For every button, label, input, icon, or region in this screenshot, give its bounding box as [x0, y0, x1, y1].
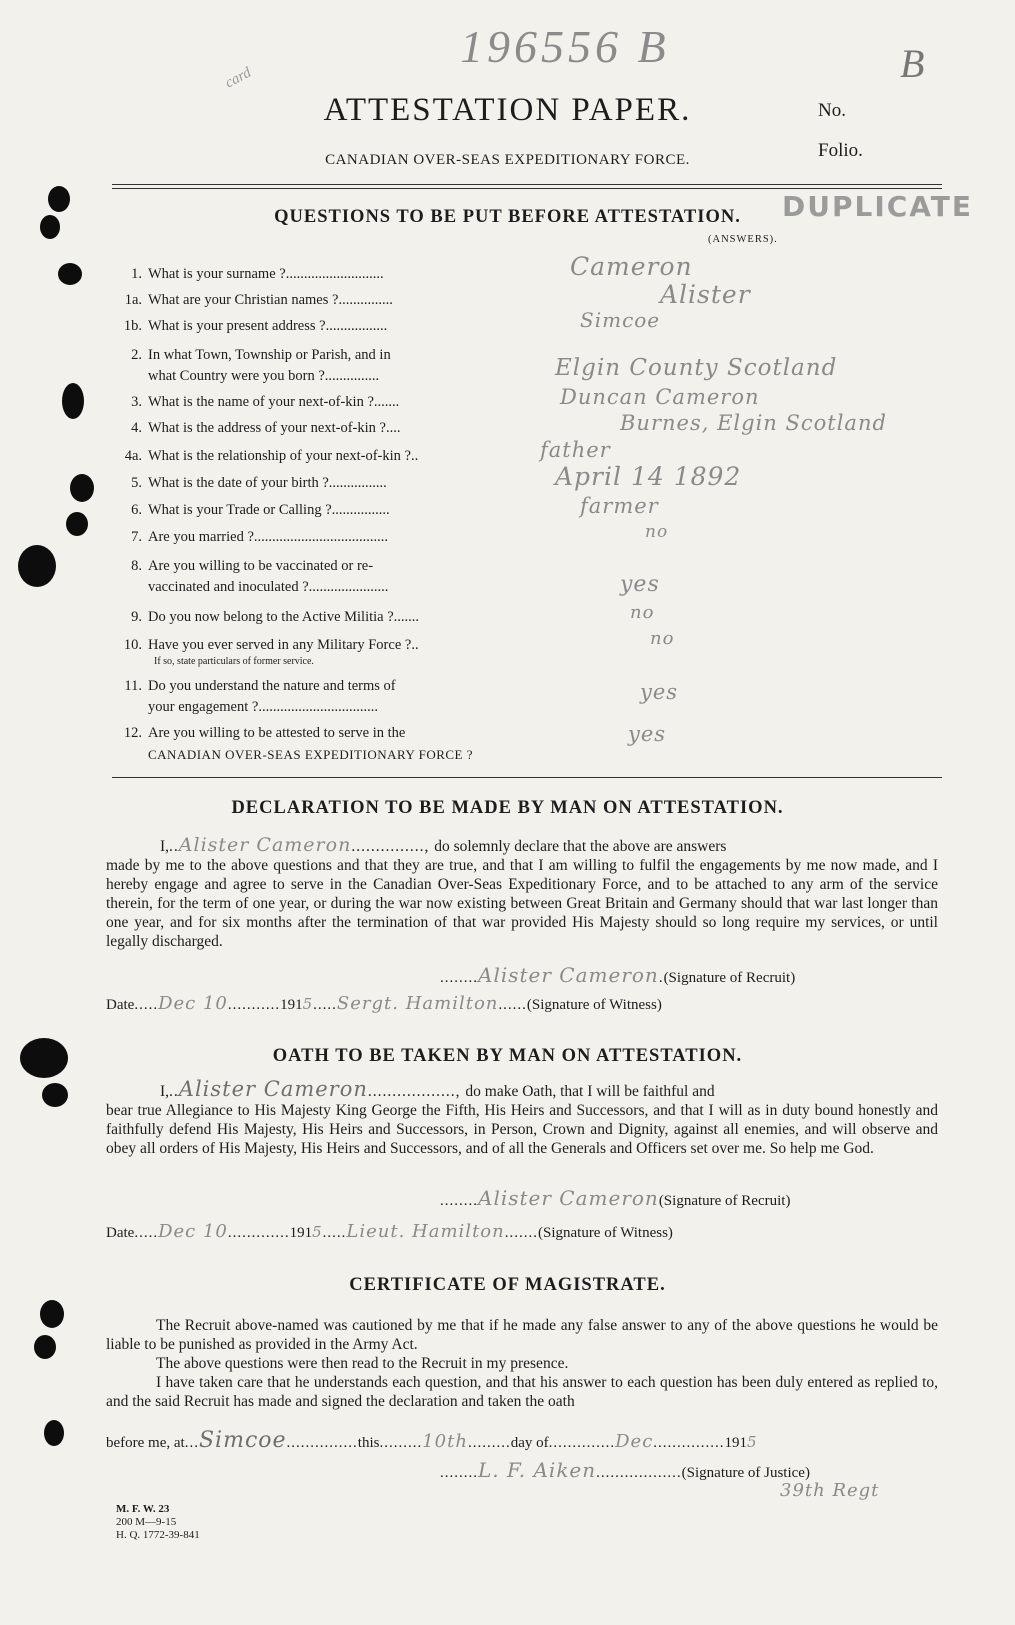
- questions-rule: [112, 777, 942, 778]
- oath-name: Alister Cameron: [178, 1077, 368, 1101]
- declaration-recruit-signature-line: ........Alister Cameron.(Signature of Recruit): [440, 963, 796, 987]
- answer-married: no: [645, 522, 669, 542]
- questions-heading: QUESTIONS TO BE PUT BEFORE ATTESTATION.: [274, 207, 741, 227]
- certificate-place-line: before me, at...Simcoe...............this.........10th.........day of..............Dec...............1915: [106, 1428, 758, 1453]
- question-4: 4. What is the address of your next-of-kin ?....: [131, 420, 401, 436]
- question-1b: 1b. What is your present address ?.................: [123, 318, 388, 334]
- question-2: 2. In what Town, Township or Parish, and in what Country were you born ?...............: [131, 347, 391, 384]
- number-label: No.: [818, 100, 846, 121]
- oath-recruit-signature-line: ........Alister Cameron(Signature of Recruit): [440, 1186, 791, 1210]
- punch-blot: [62, 383, 84, 419]
- answer-present-address: Simcoe: [580, 308, 661, 332]
- certificate-justice-signature: L. F. Aiken: [478, 1458, 597, 1482]
- stamp-number: 196556 B: [460, 21, 670, 72]
- punch-blot: [58, 263, 82, 285]
- certificate-justice-signature-line: ........L. F. Aiken..................(Signature of Justice): [440, 1458, 810, 1482]
- question-5: 5. What is the date of your birth ?................: [131, 475, 387, 491]
- question-10: 10. Have you ever served in any Military Force ?.. If so, state particulars of former service.: [123, 637, 419, 667]
- question-7: 7. Are you married ?.....................................: [131, 529, 389, 545]
- declaration-body: I,..Alister Cameron..............., do solemnly declare that the above are answers made by me to the above questions and that they are true, and that I am willing to fulfil the engagements by me now made, and I hereby engage and agree to serve in the Canadian Over-Seas Expeditionary Force, and to be attached to any arm of the service therein, for the term of one year, or during the war now existing between Great Britain and Germany should that war last longer than one year, and for six months after the termination of that war provided His Majesty should so long require my services, or until legally discharged.: [106, 834, 938, 950]
- punch-blot: [44, 1420, 64, 1446]
- oath-date-line: Date.....Dec 10.............1915.....Lieut. Hamilton.......(Signature of Witness): [106, 1221, 673, 1242]
- punch-blot: [18, 545, 56, 587]
- answer-understand-terms: yes: [640, 680, 679, 704]
- answer-next-of-kin-name: Duncan Cameron: [560, 385, 760, 409]
- punch-blot: [70, 474, 94, 502]
- declaration-heading: DECLARATION TO BE MADE BY MAN ON ATTESTATION.: [231, 798, 784, 818]
- oath-body: I,..Alister Cameron.................., do make Oath, that I will be faithful and bear true Allegiance to His Majesty King George the Fifth, His Heirs and Successors, and that I will as in duty bound honestly and faithfully defend His Majesty, His Heirs and Successors, in Person, Crown and Dignity, against all enemies, and will observe and obey all orders of His Majesty, His Heirs and Successors, and of all the Generals and Officers set over me. So help me God.: [106, 1077, 938, 1157]
- certificate-place: Simcoe: [198, 1428, 287, 1453]
- header-rule: [112, 184, 942, 185]
- answer-surname: Cameron: [570, 252, 693, 281]
- question-9: 9. Do you now belong to the Active Militia ?.......: [131, 609, 420, 625]
- declaration-name: Alister Cameron: [178, 834, 352, 856]
- answer-military-service: no: [650, 628, 675, 649]
- question-12: 12. Are you willing to be attested to serve in the CANADIAN OVER-SEAS EXPEDITIONARY FORCE ?: [123, 725, 474, 762]
- oath-date: Dec 10: [158, 1221, 228, 1242]
- declaration-witness-signature: Sergt. Hamilton: [336, 993, 499, 1014]
- question-1a: 1a. What are your Christian names ?...............: [124, 292, 393, 308]
- certificate-body: The Recruit above-named was cautioned by me that if he made any false answer to any of the above questions he would be liable to be punished as provided in the Army Act. The above questions were then read to the Recruit in my presence. I have taken care that he understands each question, and that his answer to each question has been duly entered as replied to, and the said Recruit has made and signed the declaration and taken the oath: [106, 1317, 938, 1410]
- answers-label: (ANSWERS).: [708, 234, 778, 245]
- folio-label: Folio.: [818, 140, 863, 161]
- punch-blot: [66, 512, 88, 536]
- certificate-month: Dec: [615, 1431, 654, 1452]
- answer-militia: no: [630, 602, 655, 623]
- answer-birthplace: Elgin County Scotland: [555, 355, 838, 381]
- answer-relationship: father: [540, 438, 611, 462]
- card-note: card: [222, 64, 254, 92]
- punch-blot: [34, 1335, 56, 1359]
- certificate-justice-note: 39th Regt: [780, 1480, 880, 1501]
- answer-trade: farmer: [580, 494, 659, 518]
- oath-witness-signature: Lieut. Hamilton: [346, 1221, 505, 1242]
- answer-christian-names: Alister: [660, 280, 751, 309]
- certificate-day: 10th: [422, 1431, 468, 1452]
- punch-blot: [42, 1083, 68, 1107]
- question-6: 6. What is your Trade or Calling ?................: [131, 502, 390, 518]
- question-1: 1. What is your surname ?...........................: [131, 266, 384, 282]
- page-subtitle: CANADIAN OVER-SEAS EXPEDITIONARY FORCE.: [325, 152, 690, 168]
- header-rule: [112, 188, 942, 189]
- question-4a: 4a. What is the relationship of your next-of-kin ?..: [124, 448, 419, 464]
- page-title: ATTESTATION PAPER.: [323, 92, 692, 128]
- oath-recruit-signature: Alister Cameron: [478, 1186, 659, 1210]
- question-8: 8. Are you willing to be vaccinated or re- vaccinated and inoculated ?......................: [131, 558, 389, 595]
- declaration-date: Dec 10: [158, 993, 228, 1014]
- answer-willing-attested: yes: [628, 722, 667, 746]
- punch-blot: [40, 1300, 64, 1328]
- declaration-date-line: Date.....Dec 10...........1915.....Sergt. Hamilton......(Signature of Witness): [106, 993, 662, 1014]
- oath-heading: OATH TO BE TAKEN BY MAN ON ATTESTATION.: [272, 1046, 743, 1066]
- answer-vaccinated: yes: [620, 572, 660, 597]
- form-footer: M. F. W. 23 200 M—9-15 H. Q. 1772-39-841: [116, 1503, 200, 1541]
- answer-birth-date: April 14 1892: [555, 462, 742, 491]
- certificate-heading: CERTIFICATE OF MAGISTRATE.: [349, 1275, 666, 1295]
- declaration-recruit-signature: Alister Cameron: [478, 963, 659, 987]
- question-3: 3. What is the name of your next-of-kin ?.......: [131, 394, 400, 410]
- question-11: 11. Do you understand the nature and terms of your engagement ?.................................: [124, 678, 396, 715]
- answer-next-of-kin-address: Burnes, Elgin Scotland: [620, 411, 887, 435]
- corner-mark: B: [900, 41, 925, 86]
- duplicate-stamp: DUPLICATE: [782, 190, 974, 223]
